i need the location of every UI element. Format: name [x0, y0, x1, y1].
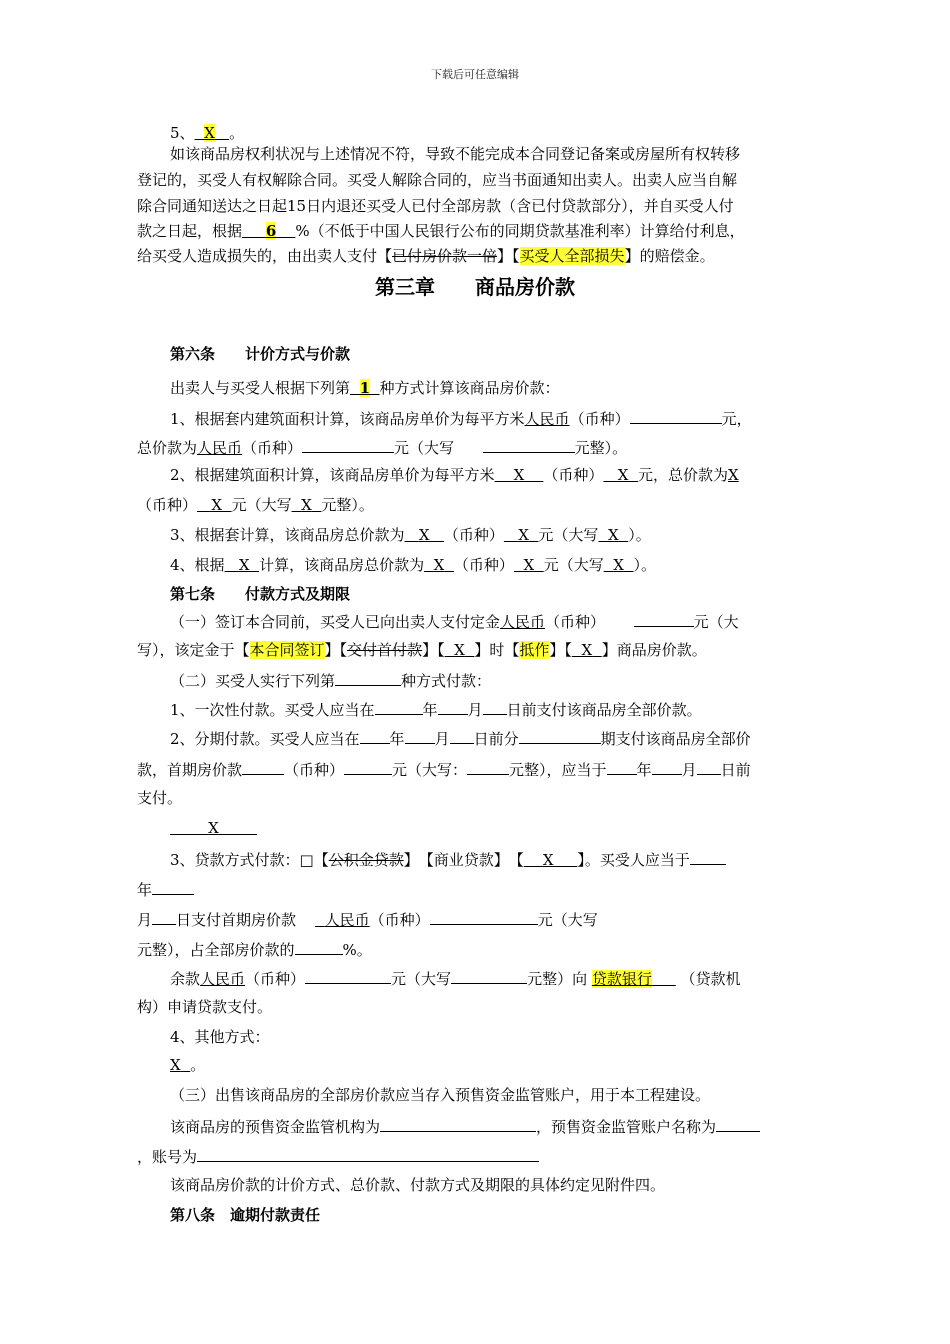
paragraph-line	[170, 698, 702, 720]
article-8-title: 第八条 逾期付款责任	[170, 1206, 321, 1224]
text: 】时【	[474, 641, 520, 659]
text: 】商品房价款。	[601, 641, 707, 659]
text: 元（大写	[391, 970, 452, 988]
text: 2、分期付款。买受人应当在	[170, 730, 360, 748]
text: （贷款机	[680, 970, 741, 988]
paragraph-line	[137, 758, 751, 780]
paragraph-line	[170, 378, 560, 398]
text: （币种）	[242, 439, 303, 457]
x-mark: X	[518, 526, 529, 544]
text: 2、根据建筑面积计算，该商品房单价为每平方米	[170, 466, 495, 484]
text: 】。买受人应当于	[577, 851, 690, 869]
paragraph-line: 如该商品房权利状况与上述情况不符，导致不能完成本合同登记备案或房屋所有权转移	[170, 145, 741, 163]
blank-field	[607, 758, 637, 775]
paragraph-line: 构）申请贷款支付。	[137, 998, 273, 1016]
text: 。	[190, 1056, 206, 1074]
currency: 人民币	[524, 410, 570, 428]
blank-field	[690, 848, 726, 865]
text: 日支付首期房价款	[176, 911, 297, 929]
x-mark: X	[211, 496, 223, 514]
text: 3、根据套计算，该商品房总价款为	[170, 526, 405, 544]
article-7-title: 第七条 付款方式及期限	[170, 585, 351, 603]
blank-field	[242, 758, 284, 775]
interest-rate: 6	[265, 222, 277, 240]
text: （币种）	[245, 970, 306, 988]
text: ，账号为	[137, 1148, 198, 1166]
x-mark: X	[607, 526, 619, 544]
paragraph-line	[137, 436, 627, 458]
currency: 人民币	[500, 613, 546, 631]
blank-field	[360, 727, 390, 744]
text: 元（大写	[538, 526, 599, 544]
article-6-title: 第六条 计价方式与价款	[170, 345, 351, 363]
x-mark: X	[581, 641, 593, 659]
text: ，预售资金监管账户名称为	[536, 1118, 717, 1136]
x-mark: X	[301, 496, 312, 514]
currency: 人民币	[200, 970, 246, 988]
text: 出卖人与买受人根据下列第	[170, 379, 351, 397]
blank-field	[335, 669, 401, 686]
blank-field	[375, 698, 423, 715]
struck-option: 交付首付款	[347, 641, 423, 659]
text: 日前分	[473, 730, 519, 748]
blank-field	[451, 967, 527, 984]
text: 元（大	[693, 613, 739, 631]
paragraph-line	[170, 848, 726, 870]
text: ）。	[633, 556, 656, 574]
text: 期支付该商品房全部价	[600, 730, 751, 748]
text: 】的赔偿金。	[624, 247, 715, 265]
text: 4、根据	[170, 556, 225, 574]
paragraph-line	[170, 610, 739, 632]
text: 种方式计算该商品房价款：	[379, 379, 560, 397]
text: 年	[422, 701, 438, 719]
text: 给买受人造成损失的，由出卖人支付【	[137, 247, 393, 265]
text: 】【	[422, 641, 445, 659]
paragraph-line	[170, 555, 656, 575]
blank-field	[380, 1115, 536, 1132]
text: 3、贷款方式付款：□【	[170, 851, 329, 869]
x-mark: X	[170, 1056, 181, 1074]
text: （一）签订本合同前，买受人已向出卖人支付定金	[170, 613, 501, 631]
loan-institution: 贷款银行	[591, 970, 652, 988]
blank-field	[295, 938, 343, 955]
chapter-title: 第三章 商品房价款	[375, 275, 575, 299]
text: （二）买受人实行下列第	[170, 672, 336, 690]
paragraph-line	[170, 727, 751, 749]
blank-field	[716, 1115, 760, 1132]
text: %。	[342, 941, 372, 959]
blank-field	[197, 1145, 539, 1162]
paragraph-line	[137, 495, 374, 515]
text: （币种）	[443, 526, 504, 544]
blank-field	[450, 727, 474, 744]
item-5-line	[170, 123, 244, 143]
text: 元（大写	[537, 911, 598, 929]
text: 元（大写	[231, 496, 292, 514]
blank-field	[152, 878, 194, 895]
text: 元整）。	[321, 496, 374, 514]
text: 】【	[549, 641, 572, 659]
text: 总价款为	[137, 439, 198, 457]
text: 月	[137, 911, 153, 929]
text: 1、根据套内建筑面积计算，该商品房单价为每平方米	[170, 410, 525, 428]
page-header: 下载后可任意编辑	[431, 68, 519, 81]
text: 日前	[720, 761, 751, 779]
paragraph-line	[170, 465, 739, 485]
paragraph-line	[170, 525, 651, 545]
text: 】 【商业贷款】 【	[403, 851, 524, 869]
x-mark: X	[542, 851, 554, 869]
punct: 。	[229, 124, 245, 142]
paragraph-line	[137, 1145, 539, 1167]
blank-field	[405, 727, 435, 744]
blank-field	[483, 698, 507, 715]
text: 写），该定金于【	[137, 641, 250, 659]
paragraph-line	[137, 878, 194, 900]
item-5-value: X	[204, 124, 215, 142]
text: 月	[681, 761, 697, 779]
paragraph-line: 支付。	[137, 789, 183, 807]
text: 该商品房的预售资金监管机构为	[170, 1118, 381, 1136]
x-mark: X	[523, 556, 535, 574]
text: 元（大写	[543, 556, 604, 574]
blank-field	[483, 436, 575, 453]
text: 余款	[170, 970, 201, 988]
selected-option: 抵作	[519, 641, 550, 659]
paragraph-line	[137, 246, 715, 266]
selected-option: 本合同签订	[249, 641, 325, 659]
text: %（不低于中国人民银行公布的同期贷款基准利率）计算给付利息，	[295, 222, 745, 240]
text: 月	[434, 730, 450, 748]
text: （币种）	[137, 496, 198, 514]
text: 种方式付款：	[401, 672, 492, 690]
struck-option: 公积金贷款	[328, 851, 404, 869]
blank-field	[438, 698, 468, 715]
item-number: 5、	[170, 124, 195, 142]
paragraph-line	[170, 1055, 205, 1075]
text: （币种）	[543, 466, 604, 484]
text: 元整），应当于	[509, 761, 607, 779]
x-mark: X	[238, 556, 250, 574]
paragraph-line	[137, 908, 598, 930]
text: 元整）向	[527, 970, 588, 988]
text: （币种）	[545, 613, 606, 631]
x-mark: X	[727, 466, 739, 484]
paragraph-line	[170, 967, 741, 989]
text: （币种）	[453, 556, 514, 574]
text: 款，首期房价款	[137, 761, 243, 779]
method-choice: 1	[359, 379, 370, 397]
paragraph-line: 4、其他方式：	[170, 1028, 270, 1046]
text: 款之日起，根据	[137, 222, 243, 240]
blank-field	[467, 758, 509, 775]
blank-field	[697, 758, 721, 775]
blank-field	[344, 758, 392, 775]
text: （币种）	[569, 410, 630, 428]
text: 元整），占全部房价款的	[137, 941, 295, 959]
x-mark: X	[433, 556, 445, 574]
text: 元，	[721, 410, 752, 428]
paragraph-line: 该商品房价款的计价方式、总价款、付款方式及期限的具体约定见附件四。	[170, 1176, 666, 1194]
paragraph-line	[137, 221, 745, 241]
paragraph-line	[170, 818, 257, 838]
text: 】【	[324, 641, 348, 659]
blank-field	[152, 908, 176, 925]
paragraph-line	[170, 1115, 760, 1137]
paragraph-line	[137, 938, 372, 960]
blank-field	[430, 908, 538, 925]
text: 年	[389, 730, 405, 748]
x-mark: X	[418, 526, 430, 544]
text: 月	[467, 701, 483, 719]
blank-field	[630, 407, 722, 424]
text: 元，总价款为	[637, 466, 728, 484]
text: 元整）。	[574, 439, 628, 457]
text: ）。	[628, 526, 651, 544]
paragraph-line	[170, 669, 491, 691]
paragraph-line: （三）出售该商品房的全部房价款应当存入预售资金监管账户，用于本工程建设。	[170, 1086, 711, 1104]
text: 年	[137, 881, 153, 899]
selected-option: 买受人全部损失	[519, 247, 625, 265]
x-mark: X	[208, 819, 219, 837]
blank-field	[302, 436, 394, 453]
text: 元（大写：	[392, 761, 468, 779]
x-mark: X	[513, 466, 525, 484]
paragraph-line: 登记的，买受人有权解除合同。买受人解除合同的，应当书面通知出卖人。出卖人应当自解	[137, 171, 738, 189]
x-mark: X	[454, 641, 465, 659]
text: 元（大写	[394, 439, 455, 457]
currency: 人民币	[324, 911, 370, 929]
blank-field	[634, 610, 694, 627]
text: 日前支付该商品房全部价款。	[506, 701, 702, 719]
currency: 人民币	[197, 439, 243, 457]
text: 】【	[497, 247, 520, 265]
text: （币种）	[369, 911, 430, 929]
text: 计算，该商品房总价款为	[259, 556, 425, 574]
paragraph-line	[170, 407, 752, 429]
paragraph-line	[137, 640, 707, 660]
blank-field	[652, 758, 682, 775]
x-mark: X	[613, 556, 624, 574]
paragraph-line: 除合同通知送达之日起15日内退还买受人已付全部房款（含已付贷款部分），并自买受人付	[137, 197, 734, 215]
blank-field	[519, 727, 601, 744]
struck-option: 已付房价款一倍	[392, 247, 498, 265]
blank-field	[305, 967, 391, 984]
text: 年	[636, 761, 652, 779]
text: 1、一次性付款。买受人应当在	[170, 701, 375, 719]
x-mark: X	[617, 466, 629, 484]
text: （币种）	[284, 761, 345, 779]
